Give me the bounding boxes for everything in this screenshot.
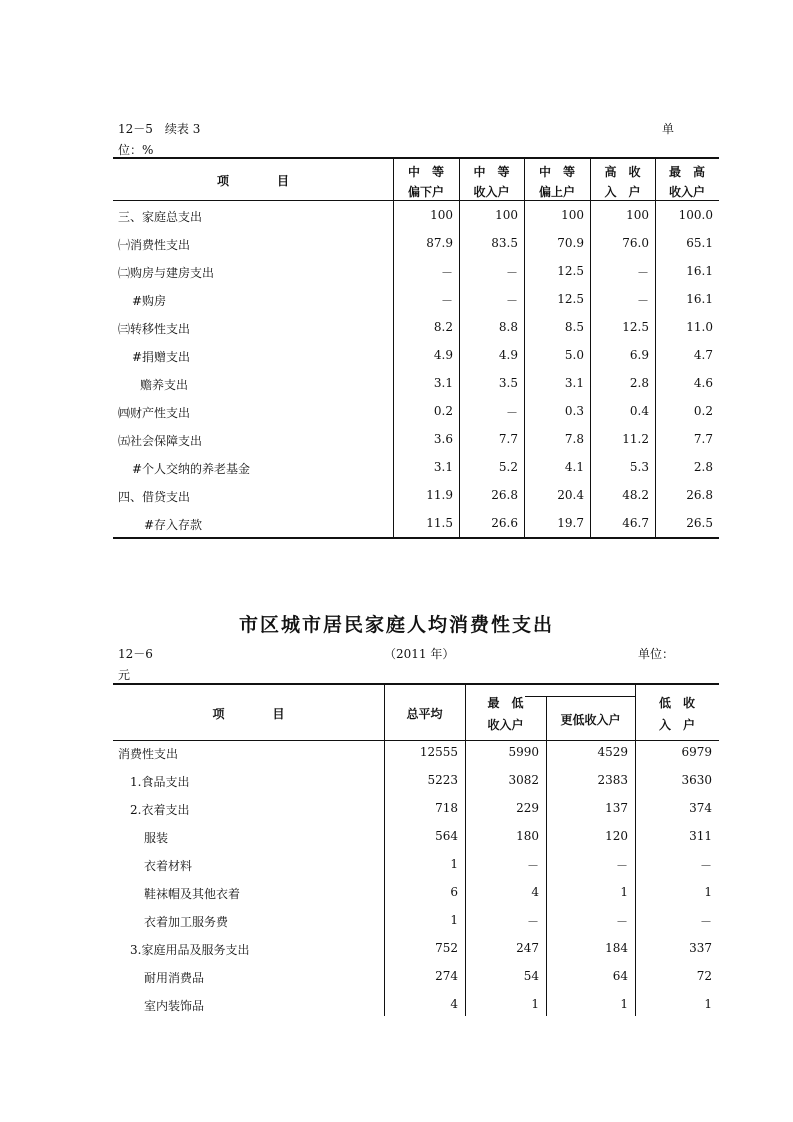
row-label: 四、借贷支出 [118,490,191,504]
cell-value: 76.0 [622,236,649,250]
cell-value: 11.0 [686,320,713,334]
cell-value: 6979 [681,745,712,759]
cell-value: 1 [704,885,712,899]
cell-value: 12.5 [557,264,584,278]
table2-code: 12－6 [118,647,153,661]
cell-value: 7.7 [498,432,518,446]
table1-col-header-4-line2: 入 户 [604,185,641,199]
cell-value: 0.2 [433,404,453,418]
cell-value: 100 [430,208,453,222]
cell-value: － [505,406,518,420]
cell-value: 100 [626,208,649,222]
row-label: ㈠消费性支出 [118,238,191,252]
cell-value: 5223 [427,773,458,787]
cell-value: 46.7 [622,516,649,530]
cell-value: － [615,915,628,929]
table2-low-header-line2: 入 户 [658,718,695,732]
cell-value: 3.1 [433,460,453,474]
cell-value: 311 [689,829,712,843]
cell-value: 54 [523,969,539,983]
row-label: #存入存款 [144,518,203,532]
cell-value: － [505,294,518,308]
cell-value: 5.3 [629,460,649,474]
cell-value: 4529 [597,745,628,759]
row-label: ㈡购房与建房支出 [118,266,215,280]
row-label: #捐赠支出 [132,350,191,364]
table2-header-rule [113,740,719,741]
cell-value: 337 [689,941,712,955]
table1-col-header-5-line1: 最 高 [668,165,705,179]
cell-value: 374 [689,801,712,815]
cell-value: 1 [620,885,628,899]
table1-col-header-4-line1: 高 收 [604,165,641,179]
cell-value: 7.8 [564,432,584,446]
cell-value: 2383 [597,773,628,787]
row-label: ㈢转移性支出 [118,322,191,336]
table1-bottom-rule [113,537,719,539]
cell-value: 2.8 [693,460,713,474]
row-label: 赡养支出 [140,378,189,392]
cell-value: － [440,266,453,280]
table1-item-header: 项 目 [216,174,289,188]
cell-value: 5.0 [564,348,584,362]
cell-value: 0.4 [629,404,649,418]
row-label: ㈣财产性支出 [118,406,191,420]
cell-value: 180 [516,829,539,843]
cell-value: 0.2 [693,404,713,418]
cell-value: 16.1 [686,264,713,278]
cell-value: － [699,859,712,873]
cell-value: 100 [561,208,584,222]
cell-value: － [526,859,539,873]
cell-value: 4 [531,885,539,899]
table2-avg-header: 总平均 [406,707,443,721]
row-label: #个人交纳的养老基金 [132,462,251,476]
cell-value: 100.0 [678,208,713,222]
cell-value: 229 [516,801,539,815]
cell-value: － [699,915,712,929]
cell-value: 26.6 [491,516,518,530]
cell-value: 3082 [508,773,539,787]
table2-lowest-header-line2: 收入户 [487,718,524,732]
table1-col-header-1-line2: 偏下户 [407,185,444,199]
cell-value: 8.5 [564,320,584,334]
row-label: #购房 [132,294,167,308]
cell-value: 752 [435,941,458,955]
table2-col-divider [465,684,466,1016]
cell-value: 26.8 [686,488,713,502]
cell-value: 4.7 [693,348,713,362]
cell-value: － [526,915,539,929]
table1-col-header-2-line2: 收入户 [473,185,510,199]
cell-value: 5.2 [498,460,518,474]
cell-value: 1 [704,997,712,1011]
cell-value: 3.6 [433,432,453,446]
row-label: 衣着材料 [144,859,193,873]
cell-value: 26.8 [491,488,518,502]
cell-value: 564 [435,829,458,843]
row-label: 2.衣着支出 [130,803,190,817]
row-label: 室内装饰品 [144,999,205,1013]
table2-col-divider [635,684,636,1016]
cell-value: 8.2 [433,320,453,334]
cell-value: － [615,859,628,873]
row-label: 三、家庭总支出 [118,210,203,224]
table2-unit-part1: 单位： [638,647,675,661]
table2-low-header-line1: 低 收 [658,696,695,710]
cell-value: 137 [605,801,628,815]
cell-value: － [505,266,518,280]
row-label: 消费性支出 [118,747,179,761]
cell-value: 8.8 [498,320,518,334]
cell-value: 3.5 [498,376,518,390]
cell-value: 26.5 [686,516,713,530]
cell-value: 65.1 [686,236,713,250]
row-label: 3.家庭用品及服务支出 [130,943,250,957]
table1-col-header-3-line2: 偏上户 [538,185,575,199]
table2-lowest-header-line1: 最 低 [487,696,524,710]
table2-title: 市区城市居民家庭人均消费性支出 [238,614,554,636]
cell-value: 3.1 [564,376,584,390]
cell-value: － [636,266,649,280]
cell-value: 64 [612,969,628,983]
cell-value: 12.5 [622,320,649,334]
cell-value: 274 [435,969,458,983]
cell-value: 2.8 [629,376,649,390]
cell-value: 11.9 [426,488,453,502]
table1-code: 12－5 续表 3 [118,122,201,136]
cell-value: 0.3 [564,404,584,418]
cell-value: 11.2 [622,432,649,446]
table1-col-header-3-line1: 中 等 [538,165,575,179]
cell-value: 5990 [508,745,539,759]
cell-value: 83.5 [491,236,518,250]
cell-value: 718 [435,801,458,815]
table2-lower-header: 更低收入户 [560,713,621,727]
table2-year: （2011 年） [384,647,455,661]
row-label: 衣着加工服务费 [144,915,229,929]
cell-value: 6.9 [629,348,649,362]
table1-col-header-2-line1: 中 等 [473,165,510,179]
cell-value: 4.9 [433,348,453,362]
cell-value: 184 [605,941,628,955]
table2-unit-part2: 元 [118,668,131,682]
cell-value: 12.5 [557,292,584,306]
cell-value: 12555 [419,745,458,759]
cell-value: 247 [516,941,539,955]
table1-unit-part2: 位：% [118,143,154,157]
cell-value: 100 [495,208,518,222]
table2-item-header: 项 目 [212,707,285,721]
table2-col-divider [384,684,385,1016]
cell-value: 48.2 [622,488,649,502]
cell-value: 1 [531,997,539,1011]
cell-value: 11.5 [426,516,453,530]
cell-value: － [440,294,453,308]
table1-col-header-1-line1: 中 等 [407,165,444,179]
cell-value: 7.7 [693,432,713,446]
cell-value: － [636,294,649,308]
cell-value: 4.9 [498,348,518,362]
table2-top-rule [113,683,719,685]
cell-value: 70.9 [557,236,584,250]
cell-value: 1 [620,997,628,1011]
row-label: 耐用消费品 [144,971,205,985]
cell-value: 4 [450,997,458,1011]
cell-value: 20.4 [557,488,584,502]
cell-value: 3630 [681,773,712,787]
cell-value: 4.1 [564,460,584,474]
row-label: 鞋袜帽及其他衣着 [144,887,241,901]
cell-value: 19.7 [557,516,584,530]
table1-unit-part1: 单 [662,122,675,136]
cell-value: 6 [450,885,458,899]
row-label: 服装 [144,831,169,845]
cell-value: 87.9 [426,236,453,250]
cell-value: 72 [696,969,712,983]
cell-value: 120 [605,829,628,843]
cell-value: 16.1 [686,292,713,306]
table1-header-rule [113,200,719,201]
cell-value: 1 [450,857,458,871]
cell-value: 1 [450,913,458,927]
cell-value: 3.1 [433,376,453,390]
cell-value: 4.6 [693,376,713,390]
table1-col-header-5-line2: 收入户 [668,185,705,199]
row-label: 1.食品支出 [130,775,190,789]
table1-top-rule [113,157,719,159]
row-label: ㈤社会保障支出 [118,434,203,448]
